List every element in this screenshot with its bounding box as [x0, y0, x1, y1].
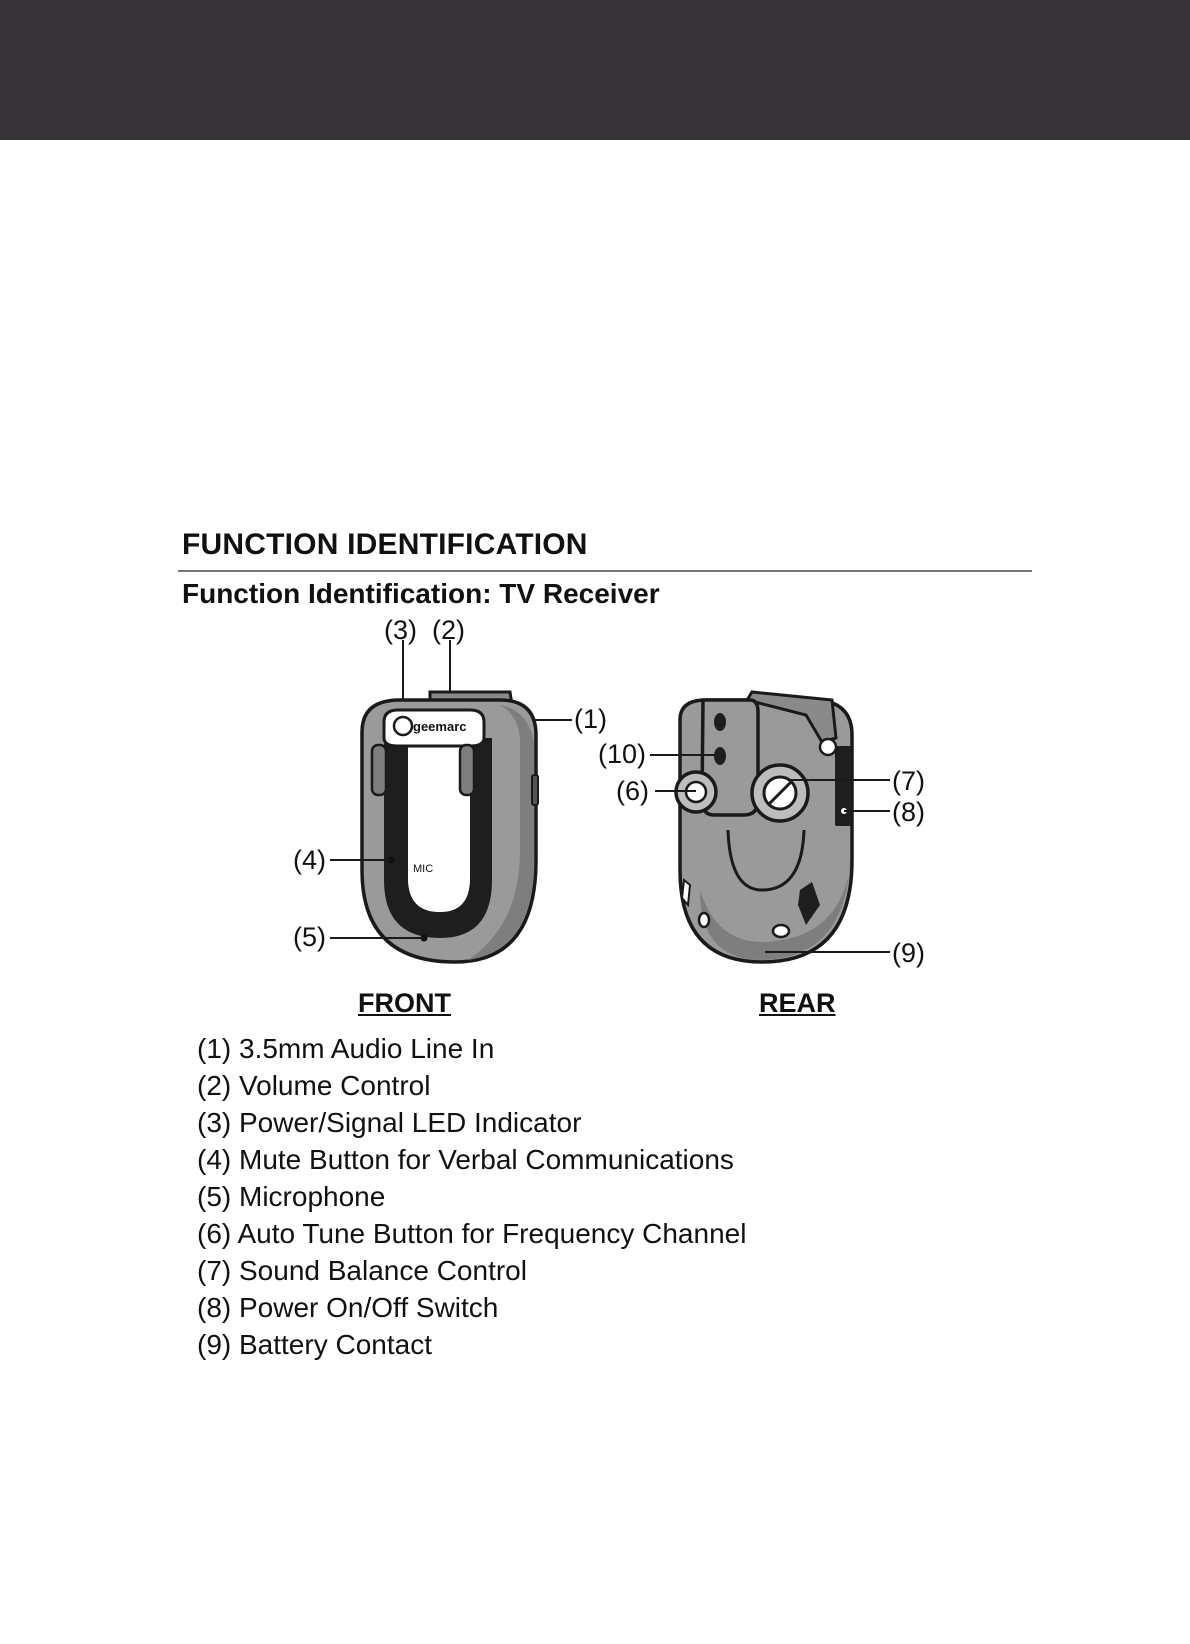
callout-8: (8)	[892, 797, 925, 827]
legend-item: (7) Sound Balance Control	[197, 1255, 527, 1286]
heading-rule	[178, 570, 1032, 572]
callout-2: (2)	[432, 615, 465, 645]
legend-item: (9) Battery Contact	[197, 1329, 432, 1360]
section-heading: FUNCTION IDENTIFICATION	[182, 528, 588, 561]
rear-view-illustration	[676, 692, 852, 962]
callout-9: (9)	[892, 938, 925, 968]
subsection-heading: Function Identification: TV Receiver	[182, 578, 660, 609]
callout-3: (3)	[384, 615, 417, 645]
rear-view-label: REAR	[759, 988, 836, 1018]
front-view-illustration	[362, 692, 538, 962]
callout-6: (6)	[616, 776, 649, 806]
legend-item: (1) 3.5mm Audio Line In	[197, 1033, 495, 1064]
legend-item: (6) Auto Tune Button for Frequency Channel	[197, 1218, 747, 1249]
legend-item: (8) Power On/Off Switch	[197, 1292, 499, 1323]
callout-5: (5)	[293, 922, 326, 952]
function-legend	[197, 1030, 746, 1363]
mic-marking: MIC	[413, 863, 434, 875]
brand-logo-icon	[394, 717, 412, 735]
front-view-label: FRONT	[358, 988, 451, 1018]
callout-4: (4)	[293, 845, 326, 875]
legend-item: (4) Mute Button for Verbal Communications	[197, 1144, 734, 1175]
callout-7: (7)	[892, 766, 925, 796]
device-diagram	[0, 600, 1190, 1030]
callout-1: (1)	[574, 704, 607, 734]
brand-logo-text: geemarc	[413, 719, 467, 734]
legend-item: (3) Power/Signal LED Indicator	[197, 1107, 582, 1138]
callout-10: (10)	[598, 739, 647, 769]
legend-item: (5) Microphone	[197, 1181, 386, 1212]
legend-item: (2) Volume Control	[197, 1070, 431, 1101]
header-band	[0, 0, 1190, 140]
